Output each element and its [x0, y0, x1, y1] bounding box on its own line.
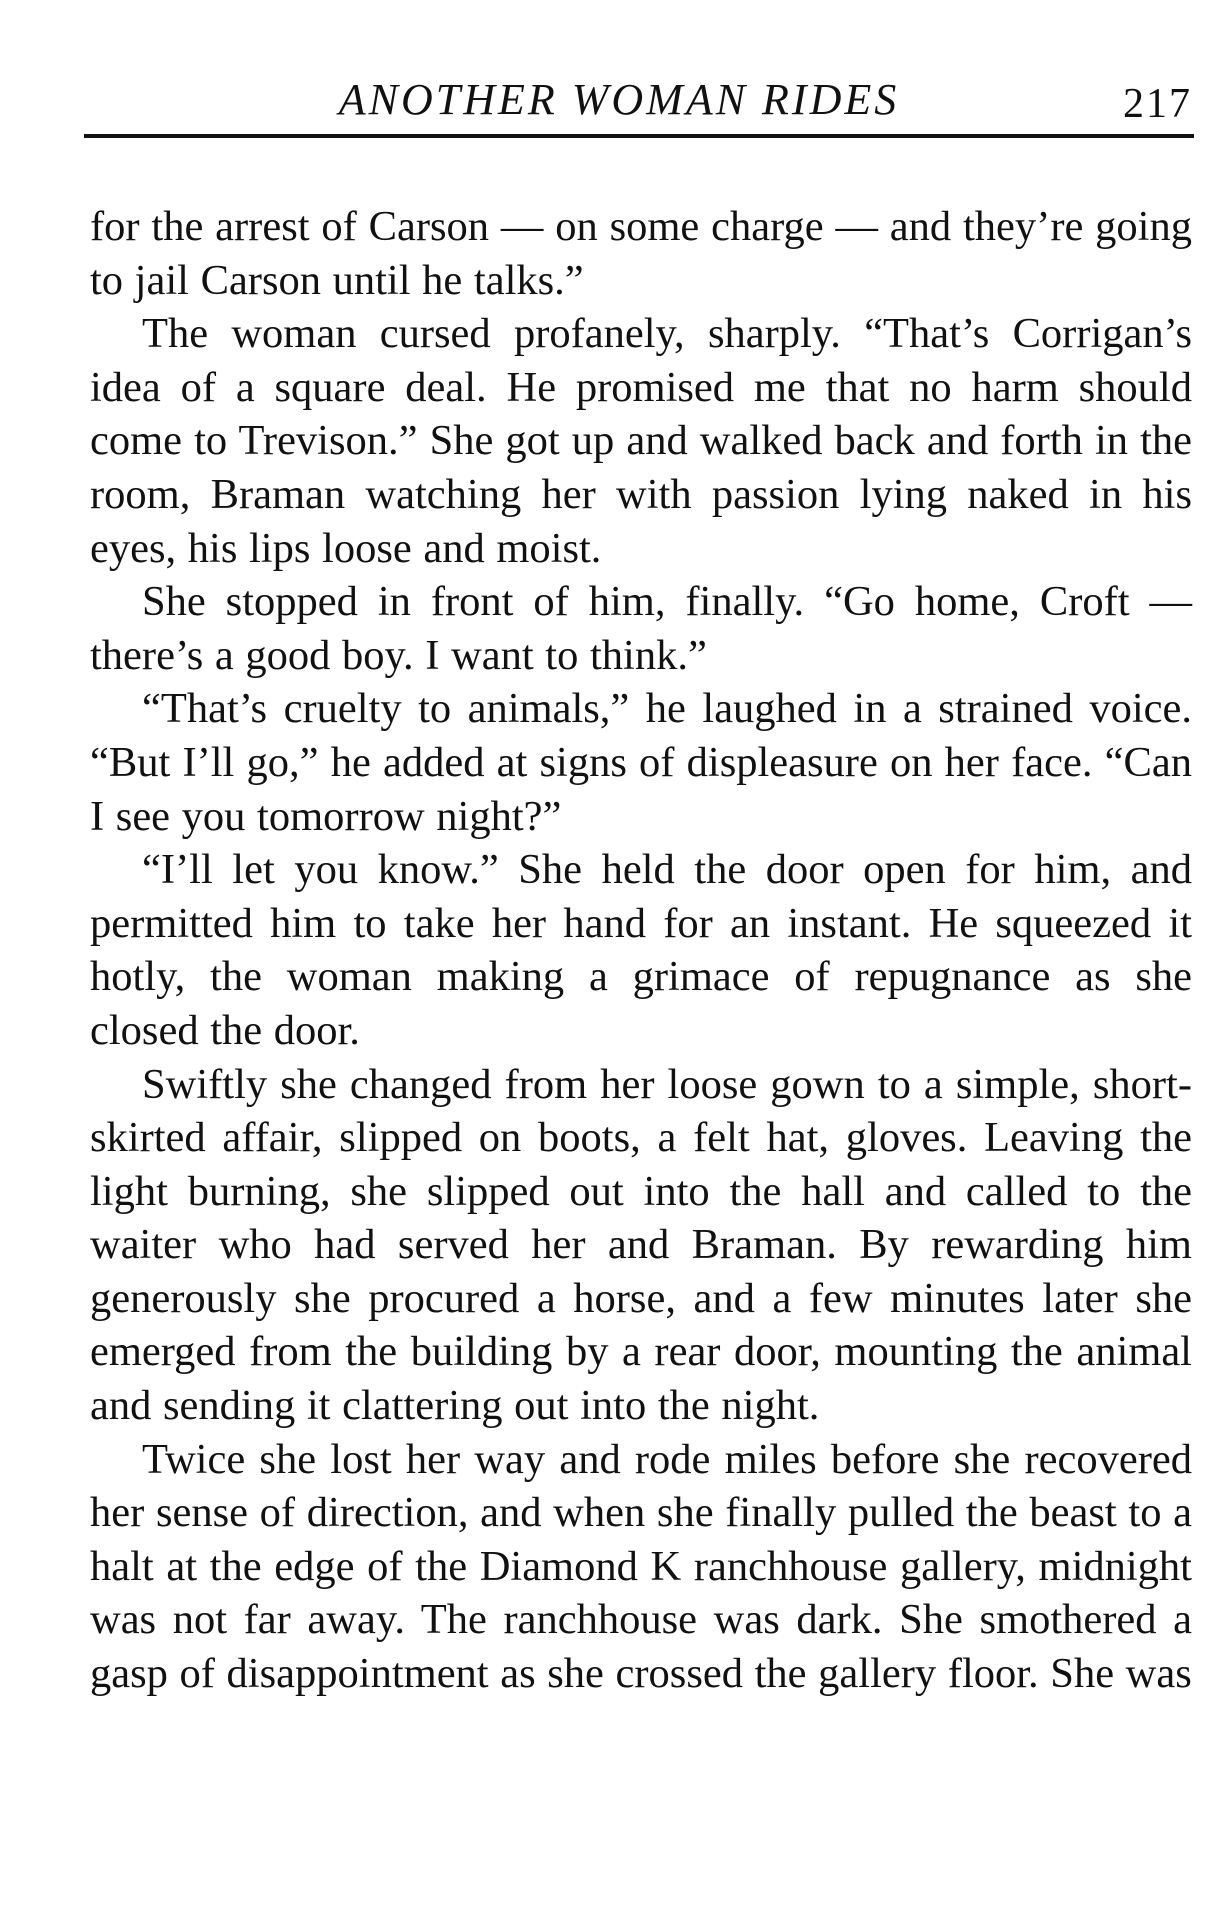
body-text — [90, 200, 1192, 1701]
paragraph-continued: for the arrest of Carson — on some charge — and they’re going to jail Carson until he talks.” — [90, 203, 1192, 304]
paragraph: “That’s cruelty to animals,” he laughed in a strained voice. “But I’ll go,” he added at signs of displeasure on her face. “Can I see you tomorrow night?” — [90, 685, 1192, 840]
page-number: 217 — [1123, 81, 1192, 127]
paragraph: “I’ll let you know.” She held the door open for him, and permitted him to take her hand for an instant. He squeezed it hotly, the woman making a grimace of repugnance as she closed the door. — [90, 846, 1192, 1054]
paragraph: The woman cursed profanely, sharply. “That’s Corrigan’s idea of a square deal. He promised me that no harm should come to Trevison.” She got up and walked back and forth in the room, Braman watching her with passion lying naked in his eyes, his lips loose and moist. — [90, 310, 1192, 572]
paragraph: Twice she lost her way and rode miles before she recovered her sense of direction, and when she finally pulled the beast to a halt at the edge of the Diamond K ranchhouse gallery, midnight was not far away. The ranchhouse was dark. She smothered a gasp of disappointment as she crossed the gallery floor. She was — [90, 1435, 1192, 1698]
running-title: ANOTHER WOMAN RIDES — [338, 75, 900, 124]
paragraph: She stopped in front of him, finally. “Go home, Croft — there’s a good boy. I want to think.” — [90, 578, 1192, 679]
running-head — [86, 70, 1192, 130]
header-rule — [84, 134, 1194, 138]
paragraph: Swiftly she changed from her loose gown to a simple, short-skirted affair, slipped on boots, a felt hat, gloves. Leaving the light burning, she slipped out into the hall and called to the waiter who had served her and Braman. By rewarding him generously she procured a horse, and a few minutes later she emerged from the building by a rear door, mounting the animal and sending it clattering out into the night. — [90, 1060, 1192, 1430]
